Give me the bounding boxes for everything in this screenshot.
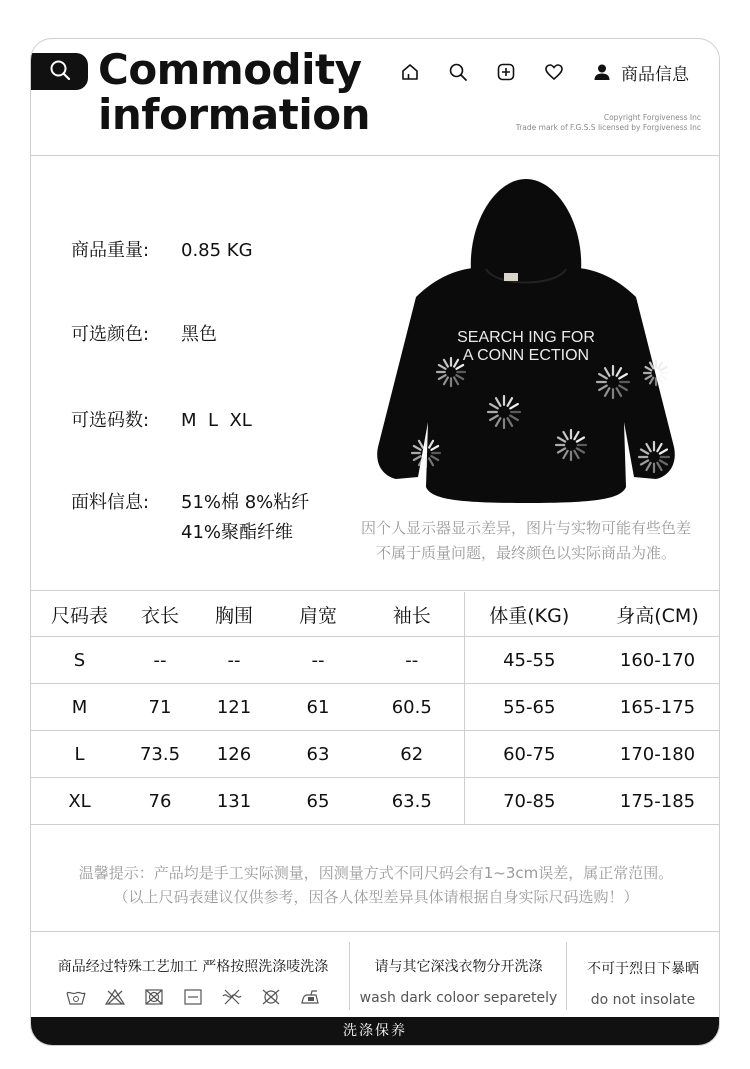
- table-header: 袖长: [360, 592, 464, 637]
- table-cell: 45-55: [464, 637, 594, 684]
- care-text: 不可于烈日下暴晒: [587, 961, 699, 977]
- care-wash-separately: [351, 934, 566, 1009]
- spec-value: 0.85 KG: [181, 240, 253, 261]
- search-button[interactable]: [31, 53, 88, 90]
- table-cell: --: [128, 637, 192, 684]
- table-cell: S: [31, 637, 128, 684]
- table-cell: 73.5: [128, 731, 192, 778]
- spec-label: 面料信息:: [71, 492, 150, 513]
- spec-value: 51%棉 8%粘纤: [181, 492, 310, 513]
- table-cell: --: [360, 637, 464, 684]
- table-cell: 165-175: [594, 684, 720, 731]
- table-header: 体重(KG): [464, 592, 594, 637]
- table-cell: M: [31, 684, 128, 731]
- table-cell: 71: [128, 684, 192, 731]
- product-info-card: [30, 38, 720, 1046]
- spec-value: 黑色: [181, 324, 217, 345]
- table-row: [31, 731, 720, 778]
- hoodie-illustration: [356, 177, 696, 507]
- copyright-text: [516, 113, 701, 133]
- table-header-row: [31, 592, 720, 637]
- copyright-line-2: Trade mark of F.G.S.S licensed by Forgiveness Inc: [515, 123, 701, 132]
- table-cell: 63.5: [360, 778, 464, 825]
- table-cell: 60-75: [464, 731, 594, 778]
- spec-color: [71, 320, 217, 346]
- search-icon[interactable]: [445, 59, 471, 85]
- spec-fabric: [71, 488, 310, 543]
- care-footer-bar: 洗涤保养: [31, 1017, 719, 1045]
- home-icon[interactable]: [397, 59, 423, 85]
- page-title: [98, 47, 370, 137]
- no-wring-icon: [219, 986, 245, 1008]
- header-divider: [31, 155, 719, 156]
- table-row: [31, 637, 720, 684]
- spec-label: 可选码数:: [71, 410, 150, 431]
- table-cell: 61: [276, 684, 360, 731]
- table-row: [31, 684, 720, 731]
- care-text: 商品经过特殊工艺加工 严格按照洗涤唛洗涤: [57, 959, 329, 975]
- no-tumble-dry-icon: [141, 986, 167, 1008]
- hand-wash-icon: [63, 986, 89, 1008]
- table-cell: 70-85: [464, 778, 594, 825]
- hoodie-print-line-2: A CONN ECTION: [462, 347, 590, 364]
- care-subtext: do not insolate: [590, 992, 696, 1008]
- table-cell: 126: [192, 731, 276, 778]
- table-cell: 60.5: [360, 684, 464, 731]
- title-line-1: Commodity: [98, 45, 362, 94]
- iron-icon: [297, 986, 323, 1008]
- spec-label: 可选颜色:: [71, 324, 150, 345]
- plus-square-icon[interactable]: [493, 59, 519, 85]
- care-text: 请与其它深浅衣物分开洗涤: [374, 959, 543, 975]
- table-cell: --: [192, 637, 276, 684]
- table-cell: 175-185: [594, 778, 720, 825]
- table-cell: L: [31, 731, 128, 778]
- table-cell: 55-65: [464, 684, 594, 731]
- disclaimer-line-2: 不属于质量问题，最终颜色以实际商品为准。: [375, 544, 676, 562]
- tip-line-1: 温馨提示：产品均是手工实际测量，因测量方式不同尺码会有1~3cm误差，属正常范围。: [78, 864, 674, 882]
- size-table: [31, 592, 720, 825]
- table-header: 尺码表: [31, 592, 128, 637]
- top-nav: [397, 59, 689, 85]
- no-dry-clean-icon: [258, 986, 284, 1008]
- care-separator: [349, 942, 350, 1010]
- table-cell: 76: [128, 778, 192, 825]
- table-top-divider: [31, 590, 719, 591]
- table-cell: 65: [276, 778, 360, 825]
- search-icon: [49, 59, 71, 85]
- no-bleach-icon: [102, 986, 128, 1008]
- care-icon-row: [43, 986, 343, 1008]
- dry-flat-icon: [180, 986, 206, 1008]
- care-subtext: wash dark coloor separetely: [359, 990, 558, 1006]
- table-header: 衣长: [128, 592, 192, 637]
- disclaimer-line-1: 因个人显示器显示差异，图片与实物可能有些色差: [360, 519, 691, 537]
- tip-line-2: （以上尺码表建议仅供参考，因各人体型差异具体请根据自身实际尺码选购！）: [113, 888, 639, 906]
- care-no-sun: [568, 934, 718, 1009]
- table-cell: 62: [360, 731, 464, 778]
- copyright-line-1: Copyright Forgiveness Inc: [603, 113, 701, 122]
- care-instructions: [43, 934, 343, 1009]
- spec-value: M L XL: [181, 410, 252, 431]
- color-disclaimer: [331, 516, 720, 566]
- table-cell: 160-170: [594, 637, 720, 684]
- spec-label: 商品重量:: [71, 240, 150, 261]
- table-header: 肩宽: [276, 592, 360, 637]
- table-row: [31, 778, 720, 825]
- table-cell: 170-180: [594, 731, 720, 778]
- table-cell: 131: [192, 778, 276, 825]
- table-header: 身高(CM): [594, 592, 720, 637]
- spec-value-2: 41%聚酯纤维: [181, 522, 294, 543]
- care-divider: [31, 931, 719, 932]
- user-icon[interactable]: [589, 59, 615, 85]
- table-cell: 63: [276, 731, 360, 778]
- table-cell: --: [276, 637, 360, 684]
- table-cell: 121: [192, 684, 276, 731]
- nav-label-product-info[interactable]: 商品信息: [621, 64, 689, 85]
- spec-weight: [71, 236, 253, 262]
- care-separator: [566, 942, 567, 1010]
- hoodie-print-line-1: SEARCH ING FOR: [457, 329, 595, 346]
- table-cell: XL: [31, 778, 128, 825]
- table-header: 胸围: [192, 592, 276, 637]
- title-line-2: information: [98, 90, 370, 139]
- product-image: [356, 177, 696, 507]
- spec-sizes: [71, 406, 252, 432]
- heart-icon[interactable]: [541, 59, 567, 85]
